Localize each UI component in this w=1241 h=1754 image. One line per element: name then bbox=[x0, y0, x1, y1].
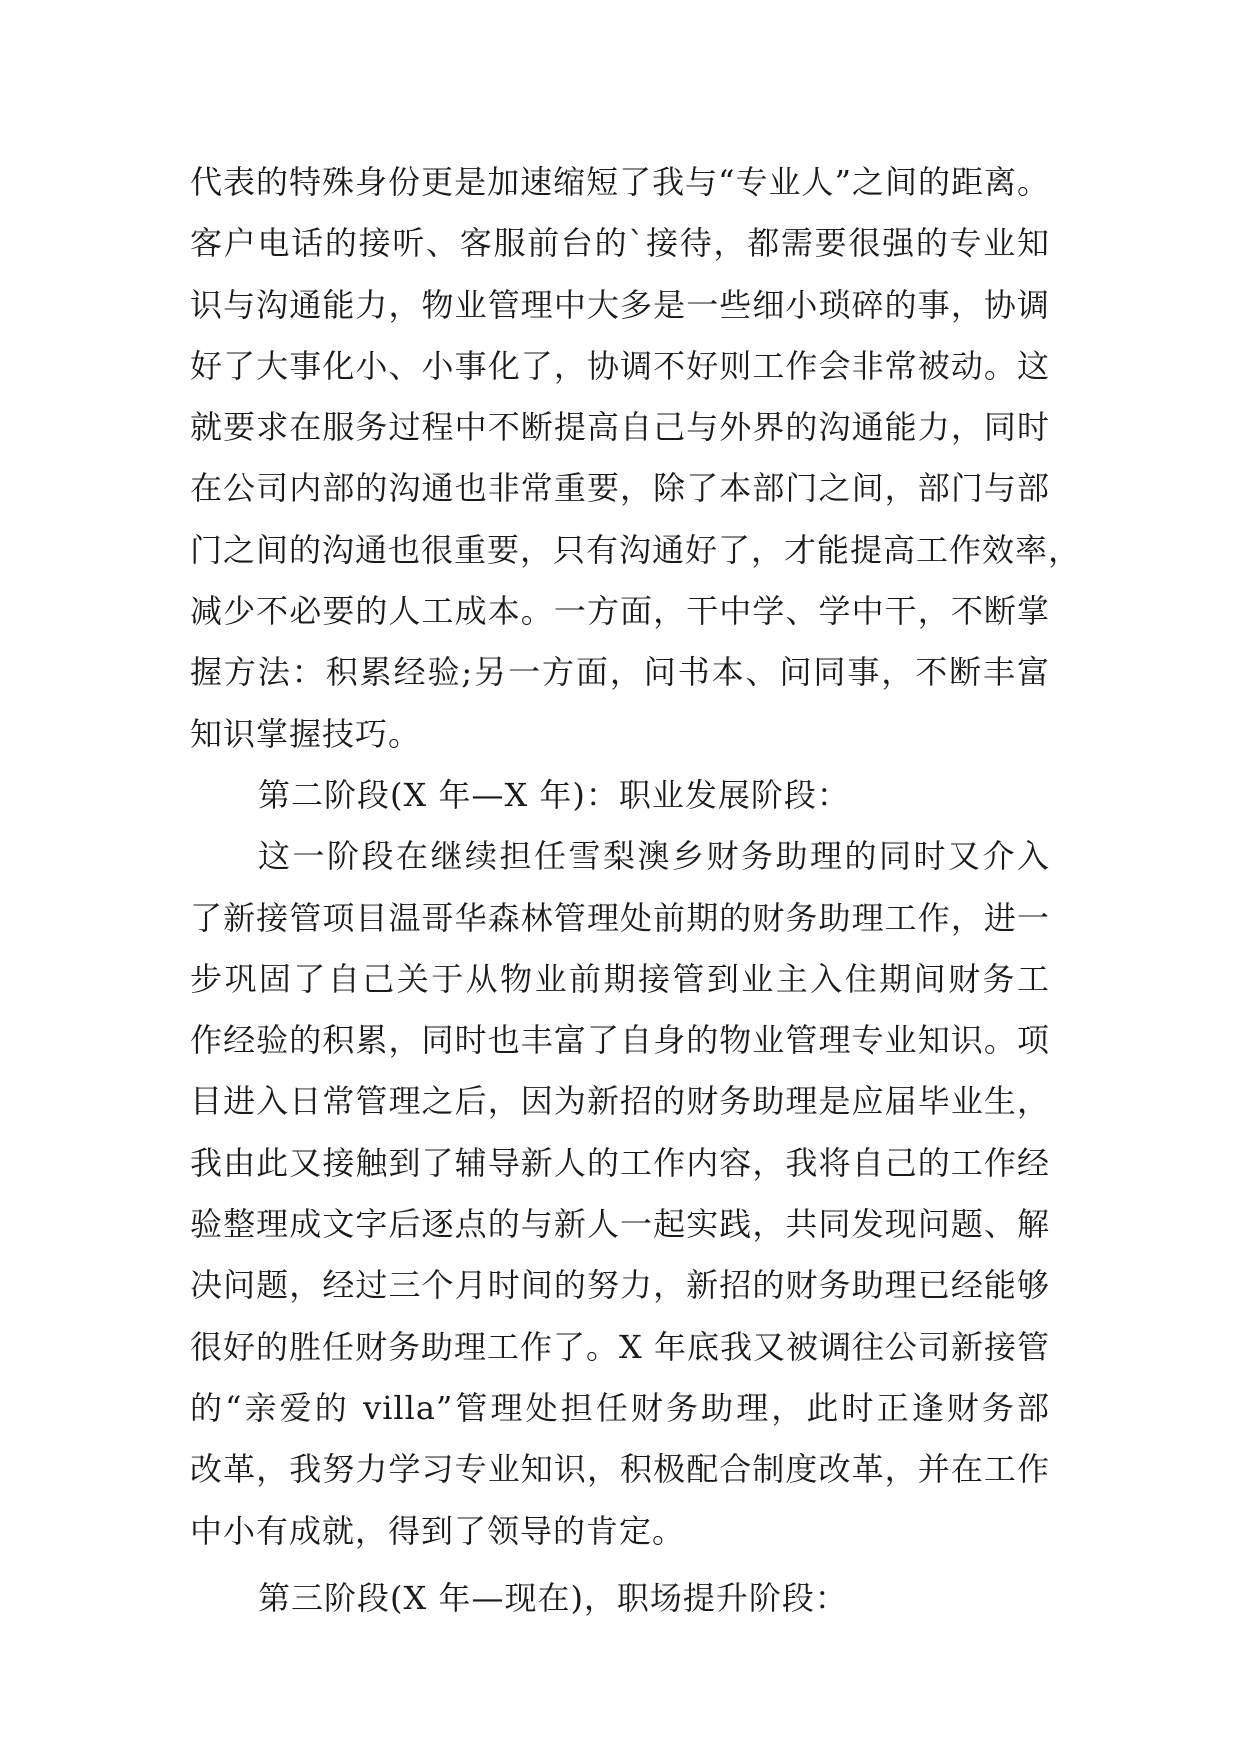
section-heading-stage-three bbox=[190, 1568, 1050, 1629]
document-body bbox=[190, 152, 1082, 1629]
text-line: 中小有成就，得到了领导的肯定。 bbox=[190, 1511, 686, 1550]
text-line: 验整理成文字后逐点的与新人一起实践，共同发现问题、解 bbox=[190, 1205, 1050, 1244]
text-line: 好了大事化小、小事化了，协调不好则工作会非常被动。这 bbox=[190, 346, 1050, 385]
text-line: 握方法：积累经验;另一方面，问书本、问同事，不断丰富 bbox=[190, 653, 1050, 692]
paragraph-communication bbox=[190, 152, 1082, 765]
text-line: 就要求在服务过程中不断提高自己与外界的沟通能力，同时 bbox=[190, 408, 1050, 447]
text-line: 步巩固了自己关于从物业前期接管到业主入住期间财务工 bbox=[190, 959, 1050, 998]
text-line: 在公司内部的沟通也非常重要，除了本部门之间，部门与部 bbox=[190, 469, 1050, 508]
text-line: 知识掌握技巧。 bbox=[190, 714, 422, 753]
text-line: 门之间的沟通也很重要，只有沟通好了，才能提高工作效率， bbox=[190, 530, 1082, 569]
text-line: 代表的特殊身份更是加速缩短了我与“专业人”之间的距离。 bbox=[190, 163, 1050, 201]
text-line: 作经验的积累，同时也丰富了自身的物业管理专业知识。项 bbox=[190, 1021, 1050, 1060]
text-line: 减少不必要的人工成本。一方面，干中学、学中干，不断掌 bbox=[190, 592, 1050, 631]
heading-line: 第二阶段(X 年—X 年)：职业发展阶段： bbox=[258, 775, 850, 814]
section-heading-stage-two bbox=[190, 765, 1050, 826]
text-line: 这一阶段在继续担任雪梨澳乡财务助理的同时又介入 bbox=[258, 837, 1050, 876]
text-line: 我由此又接触到了辅导新人的工作内容，我将自己的工作经 bbox=[190, 1143, 1050, 1182]
text-line: 识与沟通能力，物业管理中大多是一些细小琐碎的事，协调 bbox=[190, 285, 1050, 324]
text-line: 决问题，经过三个月时间的努力，新招的财务助理已经能够 bbox=[190, 1266, 1050, 1305]
paragraph-stage-two bbox=[190, 826, 1050, 1562]
text-line: 了新接管项目温哥华森林管理处前期的财务助理工作，进一 bbox=[190, 898, 1050, 937]
heading-line: 第三阶段(X 年—现在)，职场提升阶段： bbox=[258, 1578, 848, 1617]
text-line: 目进入日常管理之后，因为新招的财务助理是应届毕业生， bbox=[190, 1082, 1050, 1121]
text-line: 很好的胜任财务助理工作了。X 年底我又被调往公司新接管 bbox=[190, 1327, 1050, 1366]
text-line: 的“亲爱的 villa”管理处担任财务助理，此时正逢财务部 bbox=[190, 1388, 1050, 1427]
text-line: 改革，我努力学习专业知识，积极配合制度改革，并在工作 bbox=[190, 1450, 1050, 1489]
text-line: 客户电话的接听、客服前台的`接待，都需要很强的专业知 bbox=[190, 224, 1050, 263]
